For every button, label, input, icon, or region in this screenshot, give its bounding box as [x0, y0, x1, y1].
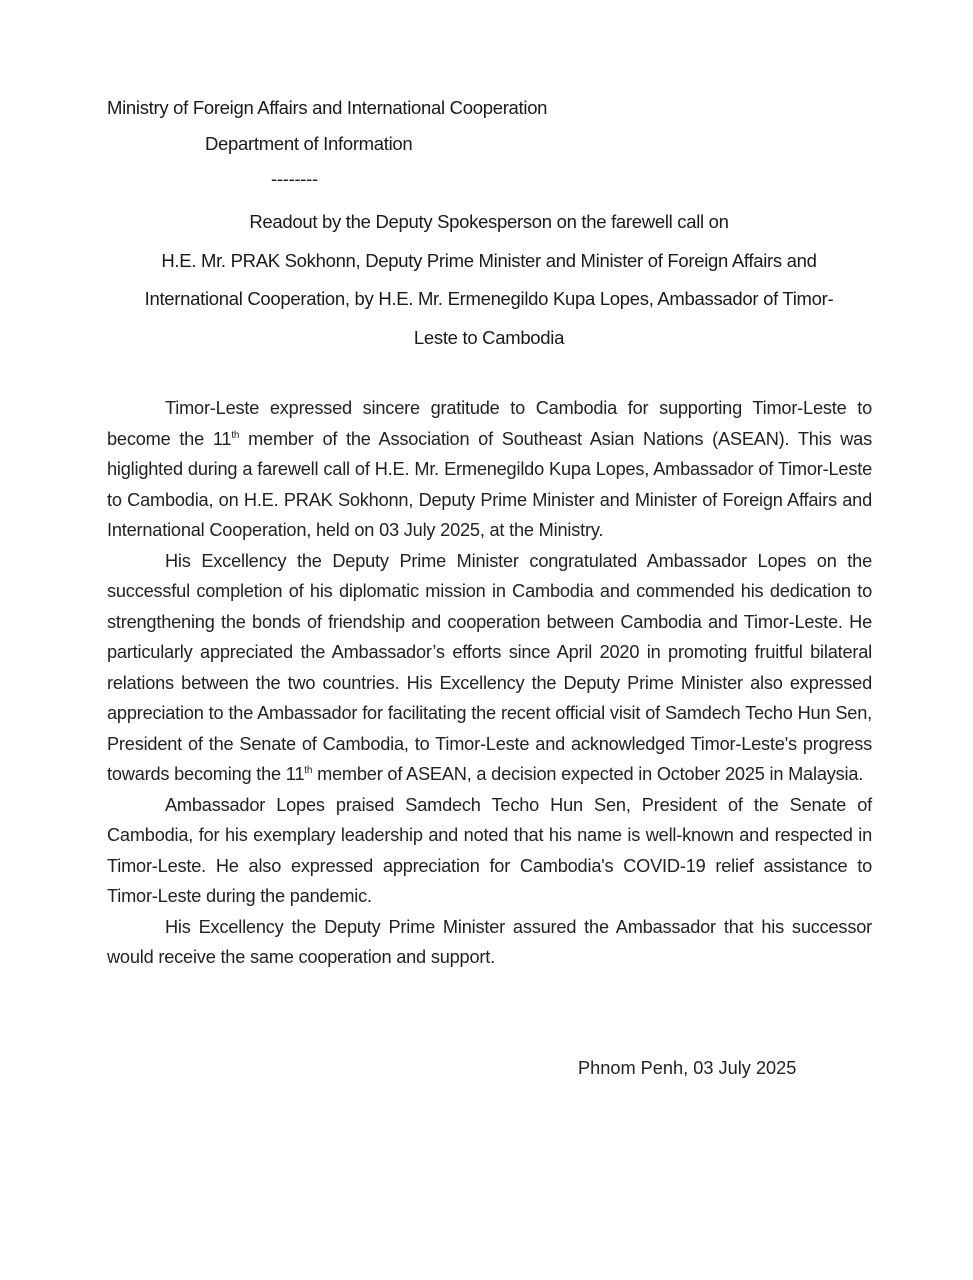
document-body: [107, 393, 872, 973]
paragraph-2: [107, 546, 872, 790]
paragraph-2-text-a: His Excellency the Deputy Prime Minister congratulated Ambassador Lopes on the successful completion of his diplomatic mission in Cambodia and commended his dedication to strengthening the bonds of friendship and cooperation between Cambodia and Timor-Leste. He particularly appreciated the Ambassador’s efforts since April 2020 in promoting fruitful bilateral relations between the two countries. His Excellency the Deputy Prime Minister also expressed appreciation to the Ambassador for facilitating the recent official visit of Samdech Techo Hun Sen, President of the Senate of Cambodia, to Timor-Leste and acknowledged Timor-Leste's progress towards becoming the 11: [107, 550, 872, 784]
header-separator: --------: [271, 168, 318, 189]
title-line-3: International Cooperation, by H.E. Mr. Ermenegildo Kupa Lopes, Ambassador of Timor-: [144, 288, 834, 310]
department-name: Department of Information: [205, 133, 413, 154]
paragraph-1-text-b: member of the Association of Southeast Asian Nations (ASEAN). This was higlighted during a farewell call of H.E. Mr. Ermenegildo Kupa Lopes, Ambassador of Timor-Leste to Cambodia, on H.E. PRAK Sokhonn, Deputy Prime Minister and Minister of Foreign Affairs and International Cooperation, held on 03 July 2025, at the Ministry.: [107, 428, 872, 540]
document-title: [100, 203, 878, 358]
title-line-4: Leste to Cambodia: [413, 327, 565, 349]
ministry-name: Ministry of Foreign Affairs and International Cooperation: [107, 97, 548, 118]
paragraph-2-text-b: member of ASEAN, a decision expected in October 2025 in Malaysia.: [312, 764, 864, 784]
title-line-2: H.E. Mr. PRAK Sokhonn, Deputy Prime Minister and Minister of Foreign Affairs and: [161, 249, 817, 271]
title-line-1: Readout by the Deputy Spokesperson on the farewell call on: [249, 211, 729, 232]
paragraph-1-text-a: Timor-Leste expressed sincere gratitude to Cambodia for supporting Timor-Leste to become the 11: [107, 398, 872, 449]
paragraph-3: Ambassador Lopes praised Samdech Techo Hun Sen, President of the Senate of Cambodia, for his exemplary leadership and noted that his name is well-known and respected in Timor-Leste. He also expressed appreciation for Cambodia's COVID-19 relief assistance to Timor-Leste during the pandemic.: [107, 794, 872, 906]
ordinal-suffix: th: [304, 765, 313, 776]
paragraph-1: [107, 393, 872, 546]
paragraph-4: His Excellency the Deputy Prime Minister assured the Ambassador that his successor would receive the same cooperation and support.: [107, 916, 872, 967]
place-and-date: Phnom Penh, 03 July 2025: [578, 1058, 797, 1078]
ordinal-suffix: th: [231, 429, 240, 441]
